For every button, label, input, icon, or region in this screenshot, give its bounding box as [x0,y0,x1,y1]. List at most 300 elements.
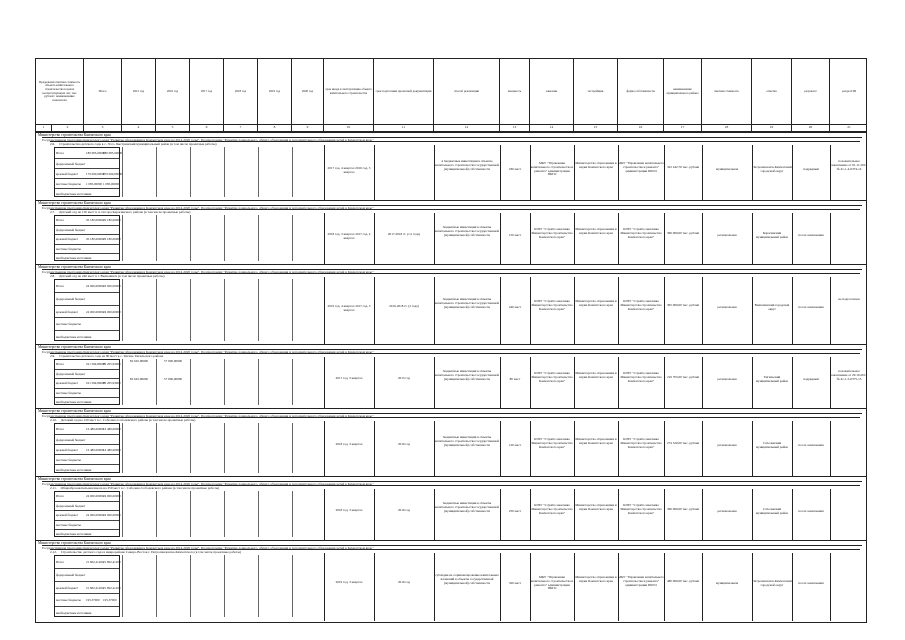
implementation-method: бюджетные инвестиции в объекты капитального строительства государственной (муниципальной) собственности [434,502,500,513]
funding-label: федеральный бюджет [56,162,86,166]
district-name: Тигильский муниципальный район [755,376,789,383]
responsible-ministry: Министерство образования и науки Камчатского края [575,576,617,583]
builder-name: КГБУ "Служба заказчика Министерства строительства Камчатского края" [620,300,662,311]
column-divider [530,213,531,265]
header-col-8: 2020 год [292,59,324,124]
funding-label: федеральный бюджет [56,438,86,442]
column-divider [224,423,225,473]
section-block [36,264,866,344]
estimated-cost: 480 000,00 тыс. рублей [666,580,700,583]
column-divider [702,357,703,409]
ministry-title: Министерство строительства Камчатского края [38,541,111,545]
column-divider [224,359,225,405]
column-divider [530,357,531,409]
column-divider [702,489,703,541]
expertise-note: положительное заключение от 29.10.2013 № 41-1-5-0375-13 [831,370,867,381]
column-divider [156,359,157,405]
column-divider [792,213,793,265]
column-divider [752,277,753,345]
col-number: 16 [618,124,664,131]
column-divider [752,553,753,621]
column-divider [752,357,753,409]
object-number: 2.8. [50,274,56,278]
object-name: Детский сад на 150 мест в п. Оссора Карагинского района (в том числе проектные работы) [59,210,191,214]
column-divider [374,489,375,541]
header-col-11: способ реализации [434,59,500,124]
column-divider [324,357,325,409]
table-header [36,59,866,125]
col-number: 10 [324,124,374,131]
section-block [36,132,866,200]
column-divider [324,421,325,477]
column-divider [374,277,375,345]
object-name: Общеобразовательная школа на 250 мест в с. Соболево Соболевского района (в том числе проектные работы) [60,486,220,490]
funding-total-value: 16 480,00000 [86,448,104,452]
column-divider [190,555,191,617]
funding-row [55,378,119,387]
funding-label: Итого [56,494,65,498]
column-divider [292,359,293,405]
ownership-form: муниципальная [716,168,738,171]
col-number: 7 [224,124,258,131]
implementation-method: бюджетные инвестиции в объекты капитального строительства государственной (муниципальной) собственности [434,226,500,237]
column-divider [664,553,665,621]
column-divider [374,145,375,201]
estimated-cost: 360 000,00 тыс. рублей [666,508,700,511]
col-number: 18 [702,124,752,131]
column-divider [752,421,753,477]
header-col-17: сметная стоимость [702,59,752,124]
funding-row [55,292,119,304]
funding-sources-table [54,555,120,617]
header-col-19: результат [792,59,830,124]
column-divider [530,489,531,541]
column-divider [500,357,501,409]
column-divider [156,279,157,341]
funding-total-value: 179 000,00000 [86,172,106,176]
column-numbers-row [36,124,866,132]
header-col-10: срок подготовки проектной документации [374,59,434,124]
ownership-form: региональная [717,510,737,513]
header-col-3: 2015 год [122,59,156,124]
column-divider [292,555,293,617]
column-divider [324,277,325,345]
design-period: 2016 год [398,443,410,446]
district-name: Петропавловск-Камчатский городской округ [752,166,792,173]
column-divider [618,145,619,201]
funding-year-value: 24 000,00000 [103,494,121,498]
ministry-title: Министерство строительства Камчатского края [38,409,111,413]
funding-row [55,225,119,234]
col-number: 14 [530,124,574,131]
column-divider [122,491,123,537]
funding-row [55,178,119,188]
column-divider [792,421,793,477]
builder-name: МКУ "Управление капитального строительства и ремонта" администрации ПКГО [618,162,664,173]
object-title [50,549,860,554]
funding-row [55,280,119,292]
funding-row [55,556,119,568]
column-divider [500,145,501,201]
column-divider [156,423,157,473]
capacity-value: 240 мест [508,306,522,309]
column-divider [156,147,157,197]
program-title: Государственная программа Камчатского края "Развитие образования в Камчатском крае на 2014-2020 годы". Подпрограмма "Развитие дошкольного, общего образования и дополнительного образования детей в Камчатском крае" [42,545,862,550]
funding-total-value: 24 000,00000 [86,513,104,518]
column-divider [190,147,191,197]
column-divider [792,357,793,409]
column-divider [500,213,501,265]
col-number: 17 [664,124,702,131]
column-divider [618,553,619,621]
ownership-form: региональная [717,306,737,309]
column-divider [618,213,619,265]
funding-sources-table [54,215,120,261]
col-number: 15 [574,124,618,131]
section-block [36,408,866,476]
result-status: после заключения [798,444,824,447]
funding-label: внебюджетные источники [56,192,92,196]
capacity-value: 320 мест [508,582,522,585]
funding-sources-table [54,491,120,537]
column-divider [374,553,375,621]
capacity-value: 120 мест [508,444,522,447]
funding-total-value: 221 394,80000 [86,362,106,366]
district-name: Вилючинский городской округ [754,304,790,311]
funding-year-value: 70 205,93000 [103,362,121,366]
funding-sources-table [54,279,120,341]
column-divider [258,555,259,617]
column-divider [224,215,225,261]
capacity-value: 180 мест [508,168,522,171]
responsible-ministry: Министерство образования и науки Камчатского края [575,162,617,169]
funding-label: Итого [56,427,65,431]
funding-total-value: 221 394,80000 [86,381,106,386]
responsible-ministry: Министерство образования и науки Камчатского края [575,228,617,235]
ownership-form: региональная [717,444,737,447]
funding-total-value: 20 180,00000 [86,218,104,222]
column-divider [324,145,325,201]
funding-row [55,305,119,317]
column-divider [156,555,157,617]
funding-year-value: 57 000,00000 [163,360,183,363]
column-divider [574,421,575,477]
funding-row [55,568,119,580]
commissioning-period: 2017 год, 4 квартал 2016 год, 3 квартал [327,167,371,174]
object-title [50,417,860,422]
column-divider [500,421,501,477]
column-divider [500,553,501,621]
column-divider [702,421,703,477]
col-number: 19 [752,124,792,131]
funding-sources-table [54,359,120,405]
estimated-cost: 360 000,00 тыс. рублей [666,232,700,235]
customer-name: КГБУ "Служба заказчика Министерства строительства Камчатского края" [531,300,573,311]
funding-label: местные бюджеты [56,522,81,527]
column-divider [618,357,619,409]
funding-sources-table [54,423,120,473]
funding-label: внебюджетные источники [56,531,92,536]
implementation-method: бюджетные инвестиции в объекты капитального строительства государственной (муниципальной) собственности [434,298,500,309]
funding-row [55,444,119,454]
funding-row [55,464,119,474]
funding-year-value: 82 645,90000 [129,360,149,363]
header-col-15: форма собственности [618,59,664,124]
col-number: 9 [292,124,324,131]
funding-year-value: 24 000,00000 [103,513,121,518]
builder-name: КГБУ "Служба заказчика Министерства строительства Камчатского края" [620,372,662,383]
column-divider [618,489,619,541]
column-divider [122,147,123,197]
commissioning-period: 2019 год, 4 квартал 2017 год, 3 квартал [327,305,371,312]
funding-row [55,244,119,253]
funding-total-value: 195,37000 [86,598,100,603]
column-divider [190,215,191,261]
column-divider [574,553,575,621]
ministry-title: Министерство строительства Камчатского края [38,477,111,481]
column-divider [752,213,753,265]
column-divider [324,489,325,541]
funding-row [55,330,119,342]
header-col-20: раздел ПИ [842,88,856,93]
column-divider [434,145,435,201]
column-divider [664,421,665,477]
column-divider [190,491,191,537]
estimated-cost: 395 000,00 тыс. рублей [666,304,700,307]
column-divider [664,489,665,541]
investment-table [35,58,867,623]
column-divider [574,213,575,265]
funding-label: местные бюджеты [56,390,81,395]
funding-year-value: 82 645,90000 [129,378,149,382]
funding-total-value: 21 802,41200 [86,585,104,590]
header-col-13: заказчик [530,59,574,124]
funding-total-value: 24 000,00000 [86,494,104,498]
funding-label: краевой бюджет [56,381,78,386]
district-name: Карагинский муниципальный район [755,232,789,239]
object-name: Строительство детского сада в с. Эссо, Быстринский муниципальный район (в том числе проектные работы) [59,142,217,146]
result-status: после заключения [798,510,824,513]
column-divider [574,145,575,201]
funding-label: федеральный бюджет [56,372,86,377]
header-col-18: отметка [752,59,792,124]
object-title [50,485,860,490]
column-divider [792,277,793,345]
column-divider [190,359,191,405]
funding-label: Итого [56,284,65,288]
customer-name: МКУ "Управление капитального строительства и ремонта" администрации ПКГО [530,162,574,177]
column-divider [122,215,123,261]
customer-name: КГБУ "Служба заказчика Министерства строительства Камчатского края" [531,228,573,239]
builder-name: КГБУ "Служба заказчика Министерства строительства Камчатского края" [620,504,662,515]
column-divider [530,145,531,201]
funding-row [55,581,119,593]
program-title: Государственная программа Камчатского края "Развитие образования в Камчатском крае на 2014-2020 годы". Подпрограмма "Развитие дошкольного, общего образования и дополнительного образования детей в Камчатском крае" [42,481,862,486]
funding-label: внебюджетные источники [56,468,92,472]
funding-row [55,388,119,397]
col-number: 12 [434,124,500,131]
funding-row [55,360,119,369]
header-col-1: Предельная сметная стоимость объекта капитального строительства в ценах соответствующих лет, тыс. рублей / наименование показателя [36,59,84,124]
ministry-title: Министерство строительства Камчатского края [38,201,111,205]
section-block [36,200,866,264]
funding-label: местные бюджеты [56,322,81,327]
column-divider [530,421,531,477]
funding-year-value: 180 085,00000 [103,151,123,155]
program-title: Государственная программа Камчатского края "Развитие образования в Камчатском крае на 2014-2020 годы". Подпрограмма "Развитие дошкольного, общего образования и дополнительного образования детей в Камчатском крае" [42,269,862,274]
column-divider [258,279,259,341]
column-divider [224,555,225,617]
funding-row [55,424,119,434]
funding-total-value: 20 180,00000 [86,237,104,242]
column-divider [702,213,703,265]
funding-label: местные бюджеты [56,246,81,251]
col-number: 6 [190,124,224,131]
funding-total-value: 24 000,00000 [86,309,104,314]
column-divider [190,279,191,341]
result-status: подрядный [803,168,819,171]
column-divider [258,215,259,261]
implementation-method: субсидии на софинансирование капитальных вложений в объекты государственной (муниципальной) собственности [435,574,499,585]
expertise-note: положительное заключение от 01.11.2013 № 41-1-4-0374-14 [831,160,867,171]
column-divider [500,277,501,345]
column-divider [258,359,259,405]
header-col-16: наименование муниципального района [664,59,702,124]
object-number: 2.12. [50,550,57,554]
funding-row [55,168,123,178]
funding-label: федеральный бюджет [56,573,86,578]
program-title: Государственная программа Камчатского края "Развитие образования в Камчатском крае на 2014-2020 годы". Подпрограмма "Развитие дошкольного, общего образования и дополнительного образования детей в Камчатском крае" [42,413,862,418]
funding-label: краевой бюджет [56,448,78,452]
funding-year-value: 1 085,00000 [103,182,119,186]
funding-label: краевой бюджет [56,585,78,590]
column-divider [830,213,831,265]
funding-year-value: 57 000,00000 [163,378,183,382]
col-number: 3 [84,124,122,131]
column-divider [156,215,157,261]
funding-label: федеральный бюджет [56,504,86,509]
column-divider [292,423,293,473]
column-divider [702,277,703,345]
result-status: подрядный [803,378,819,381]
funding-year-value: 16 480,00000 [103,448,121,452]
commissioning-period: 2018 год, 3 квартал [335,509,363,512]
funding-label: внебюджетные источники [56,255,92,260]
column-divider [122,359,123,405]
section-block [36,540,866,620]
funding-label: краевой бюджет [56,237,78,242]
header-col-2: Итого [84,59,122,124]
column-divider [258,491,259,537]
column-divider [830,421,831,477]
result-status: после заключения [798,234,824,237]
builder-name: КГБУ "Служба заказчика Министерства строительства Камчатского края" [620,228,662,239]
column-divider [830,357,831,409]
header-col-7: 2019 год [258,59,292,124]
funding-year-value: 20 180,00000 [103,218,121,222]
result-status: после заключения [798,306,824,309]
design-period: 2016 год [398,509,410,512]
funding-row [55,492,119,501]
column-divider [292,147,293,197]
object-name: Детский сад на 120 мест в с. Соболево Соболевского района (в том числе проектные работы) [60,418,196,422]
col-number: 20 [792,124,830,131]
district-name: Соболевский муниципальный район [755,508,789,515]
program-title: Государственная программа Камчатского края "Развитие образования в Камчатском крае на 2014-2020 годы". Подпрограмма "Развитие дошкольного, общего образования и дополнительного образования детей в Камчатском крае" [42,205,862,210]
funding-year-value: 70 205,93000 [103,381,121,386]
funding-total-value: 21 802,41200 [86,560,104,564]
col-number: 21 [847,125,851,129]
expertise-note: не подготовлен [838,298,860,301]
funding-label: федеральный бюджет [56,297,86,302]
ministry-title: Министерство строительства Камчатского края [38,133,111,137]
column-divider [752,489,753,541]
district-name: Соболевский муниципальный район [755,442,789,449]
funding-label: федеральный бюджет [56,228,86,233]
column-divider [434,277,435,345]
column-divider [830,277,831,345]
header-col-14: застройщик [574,59,618,124]
funding-row [55,253,119,262]
header-col-5: 2017 год [190,59,224,124]
object-number: 2.11. [50,486,57,490]
section-block [36,344,866,408]
object-title [50,273,860,278]
funding-year-value: 179 000,00000 [103,172,123,176]
implementation-method: бюджетные инвестиции в объекты капитального строительства государственной (муниципальной) собственности [434,370,500,381]
column-divider [122,423,123,473]
column-divider [830,145,831,201]
funding-total-value: 1 085,00000 [86,182,102,186]
column-divider [500,489,501,541]
funding-row [55,593,119,605]
funding-label: местные бюджеты [56,458,81,462]
col-number: 5 [156,124,190,131]
estimated-cost: 216 705,00 тыс. рублей [666,376,700,379]
object-title [50,353,860,358]
column-divider [574,277,575,345]
builder-name: КГБУ "Служба заказчика Министерства строительства Камчатского края" [620,438,662,449]
design-period: 2016 год [398,581,410,584]
column-divider [324,213,325,265]
funding-year-value: 21 802,41200 [103,585,121,590]
column-divider [190,423,191,473]
funding-row [55,317,119,329]
program-title: Государственная программа Камчатского края "Развитие образования в Камчатском крае на 2014-2020 годы". Подпрограмма "Развитие дошкольного, общего образования и дополнительного образования детей в Камчатском крае" [42,349,862,354]
funding-row [55,606,119,618]
column-divider [374,357,375,409]
commissioning-period: 2018 год, 3 квартал 2017 год, 4 квартал [327,233,371,240]
capacity-value: 80 мест [509,378,521,381]
column-divider [292,491,293,537]
col-number: 4 [122,124,156,131]
funding-label: Итого [56,560,65,564]
header-col-9: срок ввода в эксплуатацию объекта капитального строительства [324,59,374,124]
capacity-value: 150 мест [508,234,522,237]
object-name: Строительство детского сада в микрорайоне Северо-Восток г. Петропавловска-Камчатского (в том числе проектные работы) [60,550,242,554]
column-divider [122,279,123,341]
column-divider [830,489,831,541]
column-divider [792,489,793,541]
column-divider [530,277,531,345]
column-divider [664,145,665,201]
funding-row [55,454,119,464]
estimated-cost: 274 520,00 тыс. рублей [666,442,700,445]
header-col-12: мощность [500,59,530,124]
col-number: 1 [36,124,52,131]
customer-name: КГБУ "Служба заказчика Министерства строительства Камчатского края" [531,438,573,449]
responsible-ministry: Министерство образования и науки Камчатского края [575,438,617,445]
